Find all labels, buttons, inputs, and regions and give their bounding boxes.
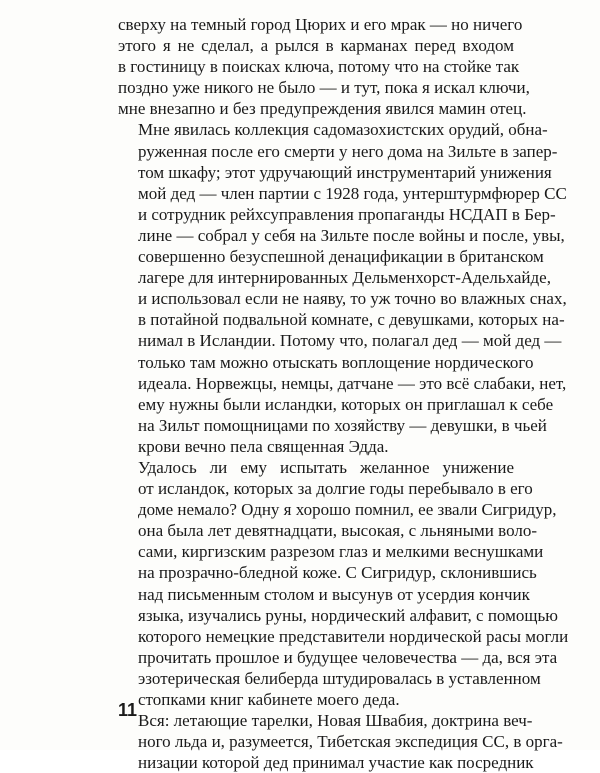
paragraph	[118, 457, 569, 710]
text-line: ему нужны были исландки, которых он приглашал к себе	[138, 394, 554, 414]
text-line: ного льда и, разумеется, Тибетская экспедиция СС, в орга-	[138, 732, 563, 752]
text-line: лагере для интернированных Дельменхорст-Адельхайде,	[138, 268, 551, 288]
text-line: стопками книг кабинете моего деда.	[138, 690, 400, 709]
text-line: которого немецкие представители нордической расы могли	[138, 626, 569, 646]
paragraph	[118, 119, 567, 457]
text-line: и сотрудник рейхсуправления пропаганды НСДАП в Бер-	[138, 204, 556, 224]
text-line: языка, изучались руны, нордический алфавит, с помощью	[138, 605, 558, 625]
paragraph	[118, 710, 563, 773]
text-line: нимал в Исландии. Потому что, полагал дед — мой дед —	[138, 331, 562, 351]
text-line: от исландок, которых за долгие годы перебывало в его	[138, 479, 533, 499]
text-line: том шкафу; этот удручающий инструментарий унижения	[138, 162, 552, 182]
text-line: на прозрачно-бледной коже. С Сигридур, склонившись	[138, 563, 537, 583]
text-line: лине — собрал у себя на Зильте после войны и после, увы,	[138, 225, 565, 245]
text-line: сверху на темный город Цюрих и его мрак — но ничего	[118, 15, 523, 34]
text-line: мне внезапно и без предупреждения явился мамин отец.	[118, 99, 527, 119]
paragraph	[118, 14, 530, 119]
text-line: этого я не сделал, а рылся в карманах перед входом	[118, 36, 514, 56]
text-line: совершенно безуспешной денацификации в британском	[138, 247, 544, 267]
text-line: низации которой дед принимал участие как посредник	[138, 753, 534, 773]
text-line: идеала. Норвежцы, немцы, датчане — это всё слабаки, нет,	[138, 373, 567, 393]
text-line: она была лет девятнадцати, высокая, с льняными воло-	[138, 521, 537, 541]
text-line: руженная после его смерти у него дома на Зильте в запер-	[138, 141, 558, 161]
text-line: только там можно отыскать воплощение нордического	[138, 352, 534, 372]
text-line: эзотерическая белиберда штудировалась в уставленном	[138, 668, 541, 688]
page-number: 11	[118, 700, 138, 720]
text-line: крови вечно пела священная Эдда.	[138, 436, 389, 456]
text-line: мой дед — член партии с 1928 года, унтерштурмфюрер СС	[138, 183, 567, 203]
text-line: сами, киргизским разрезом глаз и мелкими веснушками	[138, 542, 544, 562]
text-line: в гостиницу в поисках ключа, потому что на стойке так	[118, 57, 520, 77]
text-line: и использовал если не наяву, то уж точно во влажных снах,	[138, 289, 567, 309]
text-line: Удалось ли ему испытать желанное унижение	[138, 457, 514, 477]
text-line: поздно уже никого не было — и тут, пока я искал ключи,	[118, 78, 530, 98]
text-line: Мне явилась коллекция садомазохистских орудий, обна-	[138, 120, 548, 140]
body-text	[118, 14, 569, 773]
text-line: на Зильт помощницами по хозяйству — девушки, в чьей	[138, 415, 547, 435]
text-line: прочитать прошлое и будущее человечества — да, вся эта	[138, 647, 558, 667]
text-line: доме немало? Одну я хорошо помнил, ее звали Сигридур,	[138, 500, 557, 520]
text-line: над письменным столом и высунув от усердия кончик	[138, 584, 530, 604]
text-line: Вся: летающие тарелки, Новая Швабия, доктрина веч-	[138, 711, 533, 731]
text-line: в потайной подвальной комнате, с девушками, которых на-	[138, 310, 565, 330]
